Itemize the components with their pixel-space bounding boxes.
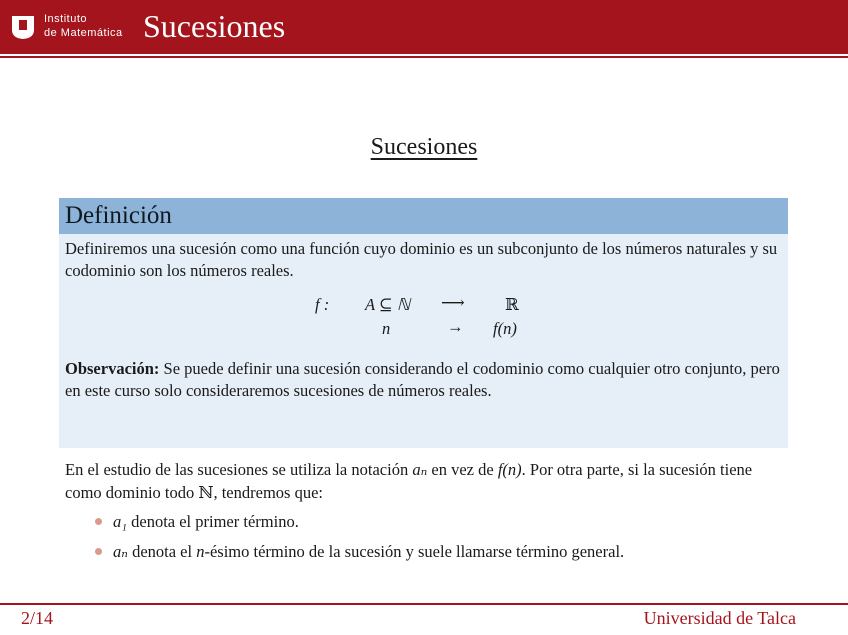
list-item: [95, 537, 795, 567]
list-item: [95, 507, 795, 537]
bullet-icon: [95, 518, 102, 525]
para-text-3: . Por otra parte, si la sucesión tiene como dominio todo: [65, 460, 753, 502]
bullet-text: denota el: [127, 542, 197, 561]
header-title: Sucesiones: [143, 8, 286, 44]
footer-institution: Universidad de Talca: [643, 608, 796, 628]
bullet-list: [95, 507, 795, 567]
definition-text: Definiremos una sucesión como una función cuyo dominio es un subconjunto de los números naturales y su codominio son los números reales.: [65, 239, 778, 280]
math-codomain: ℝ: [505, 295, 519, 314]
para-an: aₙ: [412, 460, 428, 479]
bullet-symbol: aₙ: [113, 542, 128, 561]
header-bar: [0, 0, 848, 54]
para-text-1: En el estudio de las sucesiones se utiliza la notación: [65, 460, 409, 479]
para-text-2: en vez de: [427, 460, 498, 479]
function-mapping: [65, 290, 782, 348]
footer-divider: [0, 603, 848, 605]
frame-title: Sucesiones: [370, 134, 478, 160]
institute-logo: [10, 12, 130, 44]
logo-line2: de Matemática: [44, 27, 123, 39]
math-arrow-short: →: [447, 317, 464, 336]
math-n: n: [382, 319, 391, 338]
bullet-em: n: [196, 542, 205, 561]
math-domain: A ⊆ ℕ: [365, 295, 411, 314]
observation-text: Se puede definir una sucesión considerando el codominio como cualquier otro conjunto, pero en este curso solo consideraremos sucesiones de números reales.: [65, 359, 780, 400]
shield-logo-icon: [10, 14, 36, 40]
bullet-symbol: a₁: [113, 512, 127, 531]
logo-text: [44, 12, 123, 40]
para-N: ℕ: [198, 483, 214, 502]
bullet-icon: [95, 548, 102, 555]
bullet-text: denota el primer término.: [127, 512, 299, 531]
notation-paragraph: [65, 458, 785, 504]
page-number: 2/14: [21, 608, 54, 628]
para-text-4: , tendremos que:: [213, 483, 323, 502]
definition-heading: Definición: [59, 198, 788, 234]
bullet-tail: -ésimo término de la sucesión y suele llamarse término general.: [204, 542, 625, 561]
observation-label: Observación:: [65, 359, 160, 378]
observation: [65, 358, 782, 402]
logo-line1: Instituto: [44, 13, 88, 25]
definition-block: [59, 198, 788, 448]
definition-body: [59, 234, 788, 402]
math-arrow-long: ⟶: [441, 293, 465, 312]
math-fn: f(n): [493, 319, 517, 338]
header-divider-line: [0, 56, 848, 58]
para-fn: f(n): [497, 460, 522, 479]
math-f: f :: [315, 295, 330, 314]
